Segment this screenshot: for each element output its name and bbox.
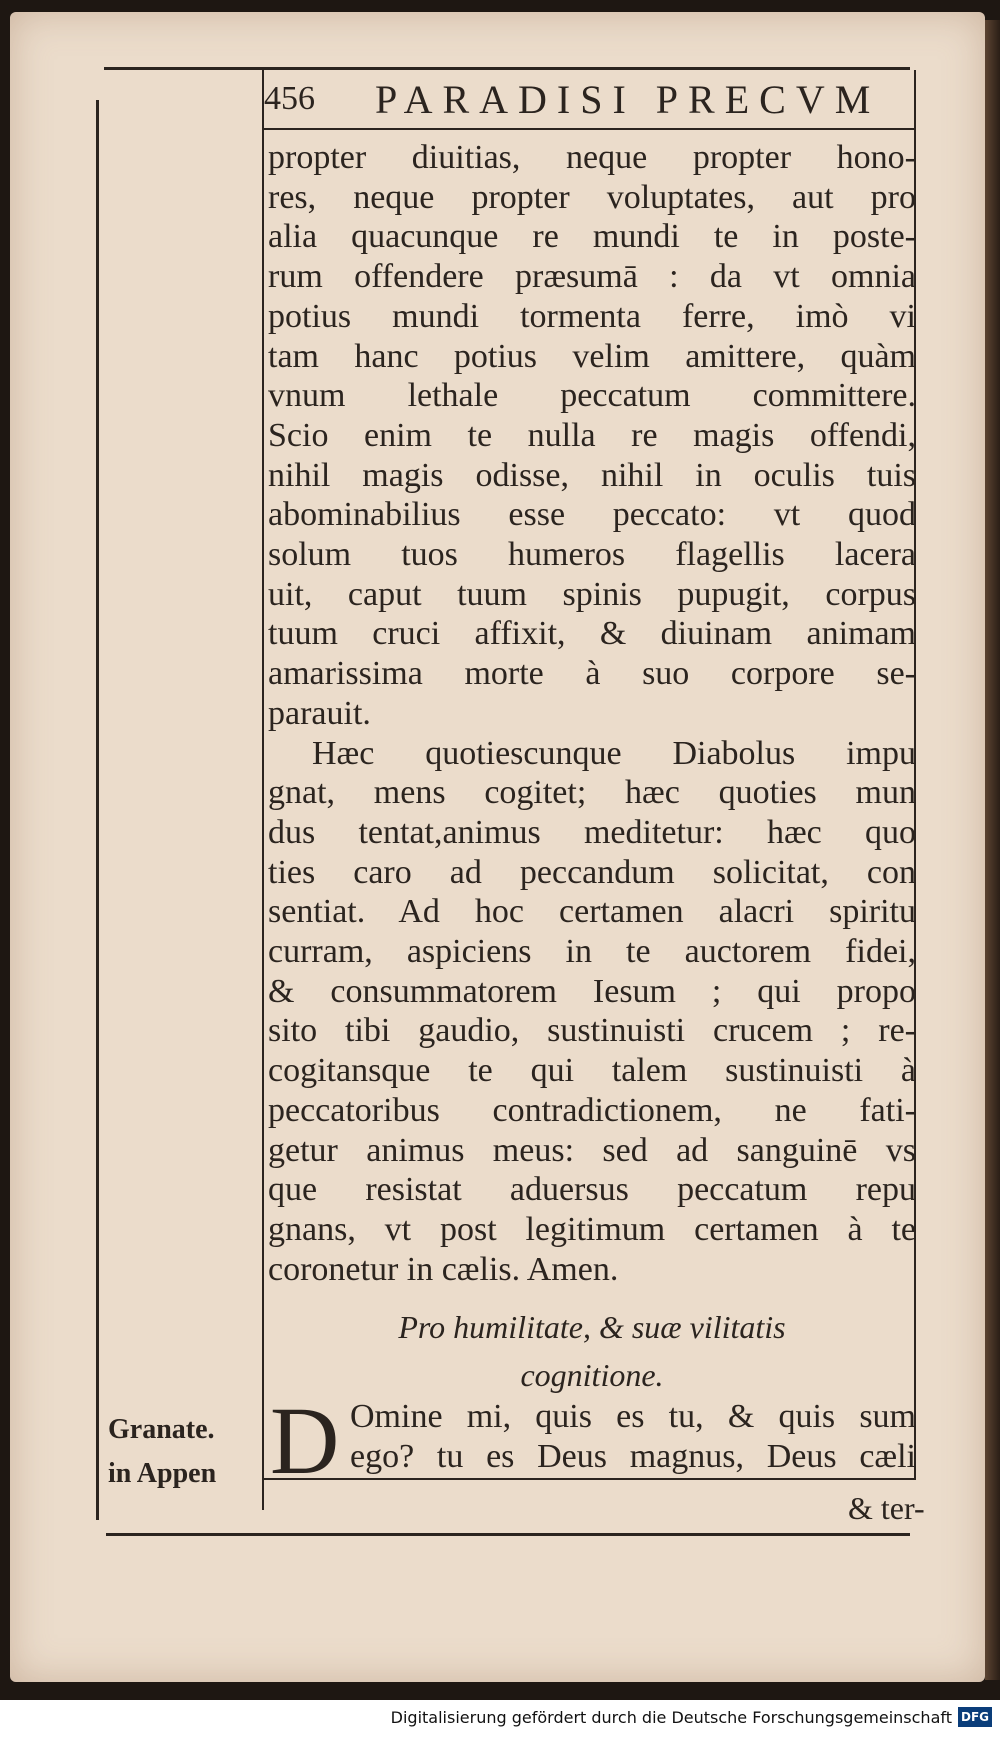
text-line: alia quacunque re mundi te in poste- bbox=[268, 218, 916, 256]
left-outer-rule bbox=[96, 100, 99, 1520]
section-heading-line: Pro humilitate, & suæ vilitatis bbox=[398, 1309, 786, 1345]
section-heading bbox=[268, 1303, 916, 1399]
bottom-rule bbox=[106, 1533, 910, 1536]
text-line: ties caro ad peccandum solicitat, con bbox=[268, 853, 916, 891]
body-text bbox=[268, 138, 916, 1289]
text-line: curram, aspiciens in te auctorem fidei, bbox=[268, 933, 916, 971]
text-line: solum tuos humeros flagellis lacera bbox=[268, 536, 916, 574]
margin-note-line: in Appen bbox=[108, 1458, 217, 1489]
text-line: coronetur in cælis. Amen. bbox=[268, 1250, 619, 1288]
dfg-logo-icon: DFG bbox=[958, 1707, 992, 1727]
text-line: sito tibi gaudio, sustinuisti crucem ; re- bbox=[268, 1012, 916, 1050]
text-line: & consummatorem Iesum ; qui propo bbox=[268, 972, 916, 1010]
footer-credit: Digitalisierung gefördert durch die Deutsche Forschungsgemeinschaft bbox=[390, 1708, 952, 1727]
drop-cap: D bbox=[270, 1387, 340, 1494]
text-line: nihil magis odisse, nihil in oculis tuis bbox=[268, 456, 916, 494]
text-line: vnum lethale peccatum committere. bbox=[268, 377, 916, 415]
text-line: res, neque propter voluptates, aut pro bbox=[268, 178, 916, 216]
text-bottom-rule bbox=[262, 1478, 916, 1480]
prayer-line: Omine mi, quis es tu, & quis sum bbox=[350, 1398, 916, 1435]
text-line: que resistat aduersus peccatum repu bbox=[268, 1171, 916, 1209]
text-line: tuum cruci affixit, & diuinam animam bbox=[268, 615, 916, 653]
text-line: potius mundi tormenta ferre, imò vi bbox=[268, 297, 916, 335]
text-line: cogitansque te qui talem sustinuisti à bbox=[268, 1052, 916, 1090]
text-line: sentiat. Ad hoc certamen alacri spiritu bbox=[268, 893, 916, 931]
text-line: parauit. bbox=[268, 694, 371, 732]
text-line: dus tentat,animus meditetur: hæc quo bbox=[268, 813, 916, 851]
text-line: Hæc quotiescunque Diabolus impu bbox=[312, 734, 916, 772]
text-line: abominabilius esse peccato: vt quod bbox=[268, 496, 916, 534]
text-line: tam hanc potius velim amittere, quàm bbox=[268, 337, 916, 375]
page-number: 456 bbox=[264, 80, 315, 117]
text-line: rum offendere præsumā : da vt omnia bbox=[268, 258, 916, 296]
header-underline bbox=[262, 128, 914, 130]
text-line: getur animus meus: sed ad sanguinē vs bbox=[268, 1131, 916, 1169]
inner-column-rule bbox=[262, 70, 264, 1510]
page-edge bbox=[985, 20, 1000, 1680]
text-line: amarissima morte à suo corpore se- bbox=[268, 655, 916, 693]
prayer-line: ego? tu es Deus magnus, Deus cæli bbox=[350, 1438, 916, 1475]
top-rule bbox=[104, 67, 910, 70]
text-line: propter diuitias, neque propter hono- bbox=[268, 139, 916, 176]
text-line: Scio enim te nulla re magis offendi, bbox=[268, 416, 916, 454]
running-title: PARADISI PRECVM bbox=[375, 77, 881, 122]
text-line: gnat, mens cogitet; hæc quoties mun bbox=[268, 774, 916, 812]
text-line: peccatoribus contradictionem, ne fati- bbox=[268, 1091, 916, 1129]
margin-note-line: Granate. bbox=[108, 1414, 215, 1445]
catchword: & ter- bbox=[848, 1490, 925, 1526]
section-heading-line: cognitione. bbox=[520, 1357, 664, 1393]
text-line: uit, caput tuum spinis pupugit, corpus bbox=[268, 575, 916, 613]
margin-note bbox=[108, 1408, 216, 1496]
footer-bar bbox=[0, 1700, 1000, 1737]
text-line: gnans, vt post legitimum certamen à te bbox=[268, 1210, 916, 1248]
